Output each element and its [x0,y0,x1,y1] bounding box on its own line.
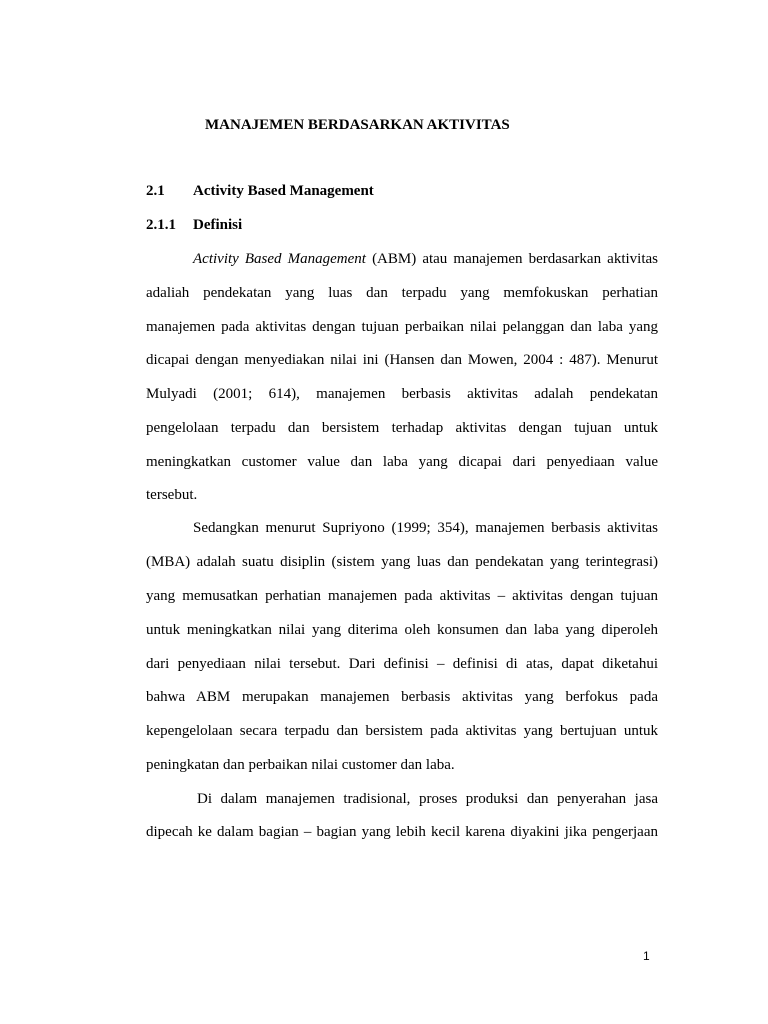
page-title: MANAJEMEN BERDASARKAN AKTIVITAS [205,117,510,133]
paragraph-2-line: untuk meningkatkan nilai yang diterima oleh konsumen dan laba yang diperoleh [146,622,658,638]
paragraph-1-line: Mulyadi (2001; 614), manajemen berbasis aktivitas adalah pendekatan [146,386,658,402]
paragraph-1-line-1-rest: (ABM) atau manajemen berdasarkan aktivitas [365,251,658,267]
paragraph-2-line: bahwa ABM merupakan manajemen berbasis aktivitas yang berfokus pada [146,689,658,705]
paragraph-2-line: yang memusatkan perhatian manajemen pada aktivitas – aktivitas dengan tujuan [146,588,658,604]
paragraph-2-line: dari penyediaan nilai tersebut. Dari definisi – definisi di atas, dapat diketahui [146,656,658,672]
paragraph-3-line: Di dalam manajemen tradisional, proses produksi dan penyerahan jasa [197,791,658,807]
subsection-heading [146,217,243,234]
paragraph-1-line: meningkatkan customer value dan laba yang dicapai dari penyediaan value [146,454,658,470]
paragraph-1-line: adaliah pendekatan yang luas dan terpadu yang memfokuskan perhatian [146,285,658,301]
page-number: 1 [643,949,650,963]
paragraph-1-line: manajemen pada aktivitas dengan tujuan perbaikan nilai pelanggan dan laba yang [146,319,658,335]
paragraph-2-line: Sedangkan menurut Supriyono (1999; 354), manajemen berbasis aktivitas [193,520,658,536]
paragraph-1-line: tersebut. [146,487,198,503]
paragraph-1-line: dicapai dengan menyediakan nilai ini (Hansen dan Mowen, 2004 : 487). Menurut [146,352,658,368]
paragraph-2-line: peningkatan dan perbaikan nilai customer dan laba. [146,757,455,773]
paragraph-1-line-1 [193,249,658,269]
paragraph-1-line: pengelolaan terpadu dan bersistem terhadap aktivitas dengan tujuan untuk [146,420,658,436]
term-italic: Activity Based Management [193,251,366,267]
paragraph-2-line: (MBA) adalah suatu disiplin (sistem yang luas dan pendekatan yang terintegrasi) [146,554,658,570]
paragraph-2-line: kepengelolaan secara terpadu dan bersistem pada aktivitas yang bertujuan untuk [146,723,658,739]
subsection-number: 2.1.1 [146,217,176,233]
section-heading [146,183,374,200]
paragraph-3-line: dipecah ke dalam bagian – bagian yang lebih kecil karena diyakini jika pengerjaan [146,824,658,840]
subsection-title: Definisi [193,217,243,233]
section-title: Activity Based Management [193,183,374,199]
section-number: 2.1 [146,183,165,199]
